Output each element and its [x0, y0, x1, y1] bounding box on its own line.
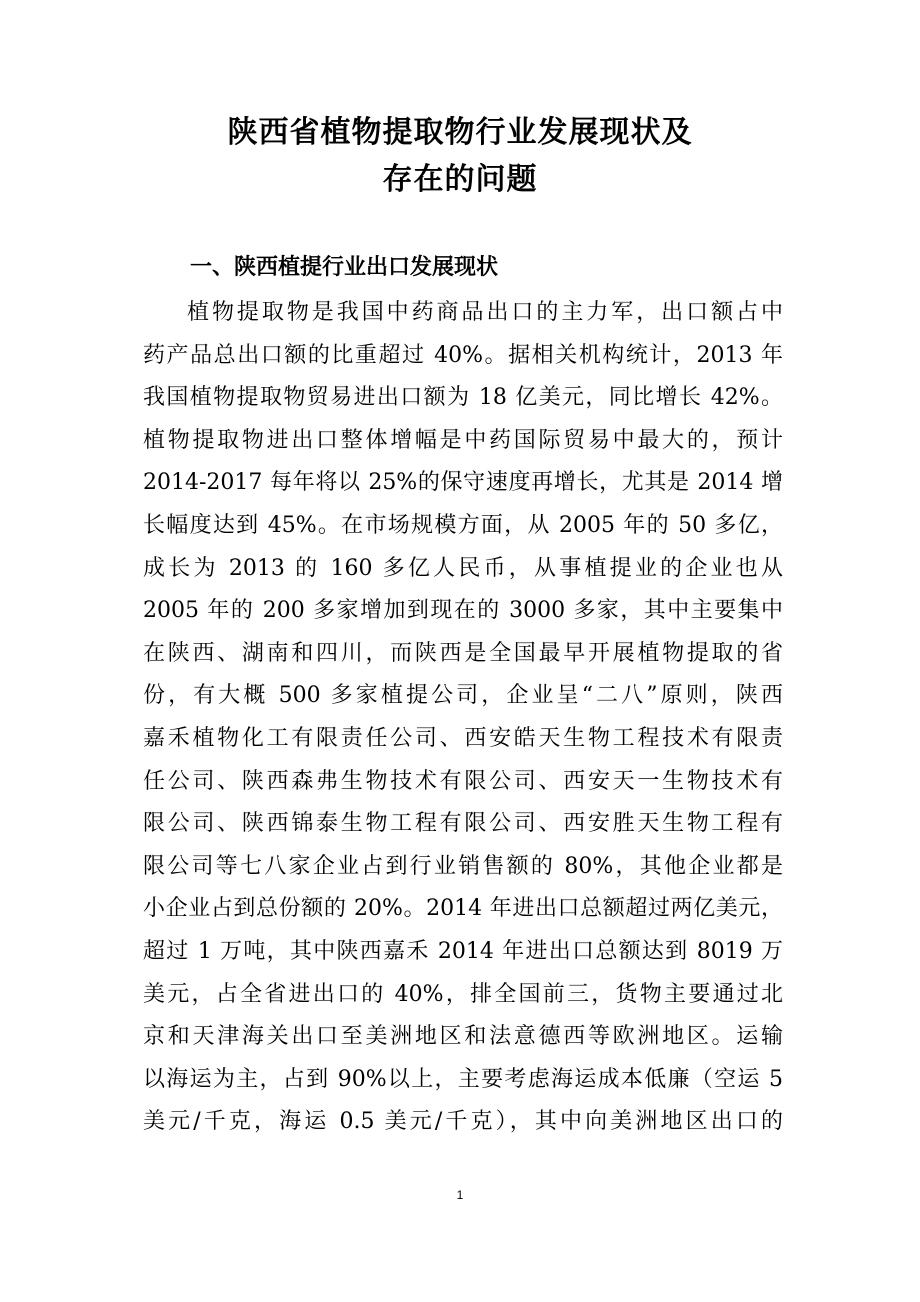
paragraph-line: 药产品总出口额的比重超过 40%。据相关机构统计，2013 年 [143, 342, 783, 368]
paragraph-line: 美元，占全省进出口的 40%，排全国前三，货物主要通过北 [143, 981, 783, 1007]
paragraph-line: 我国植物提取物贸易进出口额为 18 亿美元，同比增长 42%。 [143, 385, 783, 411]
paragraph-line: 2014-2017 每年将以 25%的保守速度再增长，尤其是 2014 增 [143, 470, 783, 496]
document-title-line-2: 存在的问题 [382, 162, 538, 197]
paragraph-line: 限公司、陕西锦泰生物工程有限公司、西安胜天生物工程有 [143, 811, 783, 837]
paragraph-line: 在陕西、湖南和四川，而陕西是全国最早开展植物提取的省 [143, 640, 783, 666]
section-heading: 一、陕西植提行业出口发展现状 [190, 255, 499, 280]
paragraph-line: 京和天津海关出口至美洲地区和法意德西等欧洲地区。运输 [143, 1024, 783, 1050]
document-title-line-1: 陕西省植物提取物行业发展现状及 [227, 115, 693, 150]
paragraph-line: 以海运为主，占到 90%以上，主要考虑海运成本低廉（空运 5 [143, 1066, 783, 1092]
paragraph-line: 限公司等七八家企业占到行业销售额的 80%，其他企业都是 [143, 853, 783, 879]
body-paragraph [143, 292, 783, 1144]
paragraph-line: 长幅度达到 45%。在市场规模方面，从 2005 年的 50 多亿， [143, 512, 783, 538]
paragraph-line: 任公司、陕西森弗生物技术有限公司、西安天一生物技术有 [143, 768, 783, 794]
paragraph-line: 植物提取物进出口整体增幅是中药国际贸易中最大的，预计 [143, 427, 783, 453]
paragraph-line: 小企业占到总份额的 20%。2014 年进出口总额超过两亿美元， [143, 896, 783, 922]
paragraph-line: 嘉禾植物化工有限责任公司、西安皓天生物工程技术有限责 [143, 725, 783, 751]
paragraph-line: 超过 1 万吨，其中陕西嘉禾 2014 年进出口总额达到 8019 万 [143, 938, 783, 964]
page-number: 1 [456, 1188, 464, 1202]
paragraph-line: 份，有大概 500 多家植提公司，企业呈“二八”原则，陕西 [143, 683, 783, 709]
paragraph-line: 美元/千克，海运 0.5 美元/千克），其中向美洲地区出口的 [143, 1109, 783, 1135]
paragraph-line: 植物提取物是我国中药商品出口的主力军，出口额占中 [187, 300, 783, 325]
paragraph-line: 2005 年的 200 多家增加到现在的 3000 多家，其中主要集中 [143, 598, 783, 624]
paragraph-line: 成长为 2013 的 160 多亿人民币，从事植提业的企业也从 [143, 555, 783, 581]
